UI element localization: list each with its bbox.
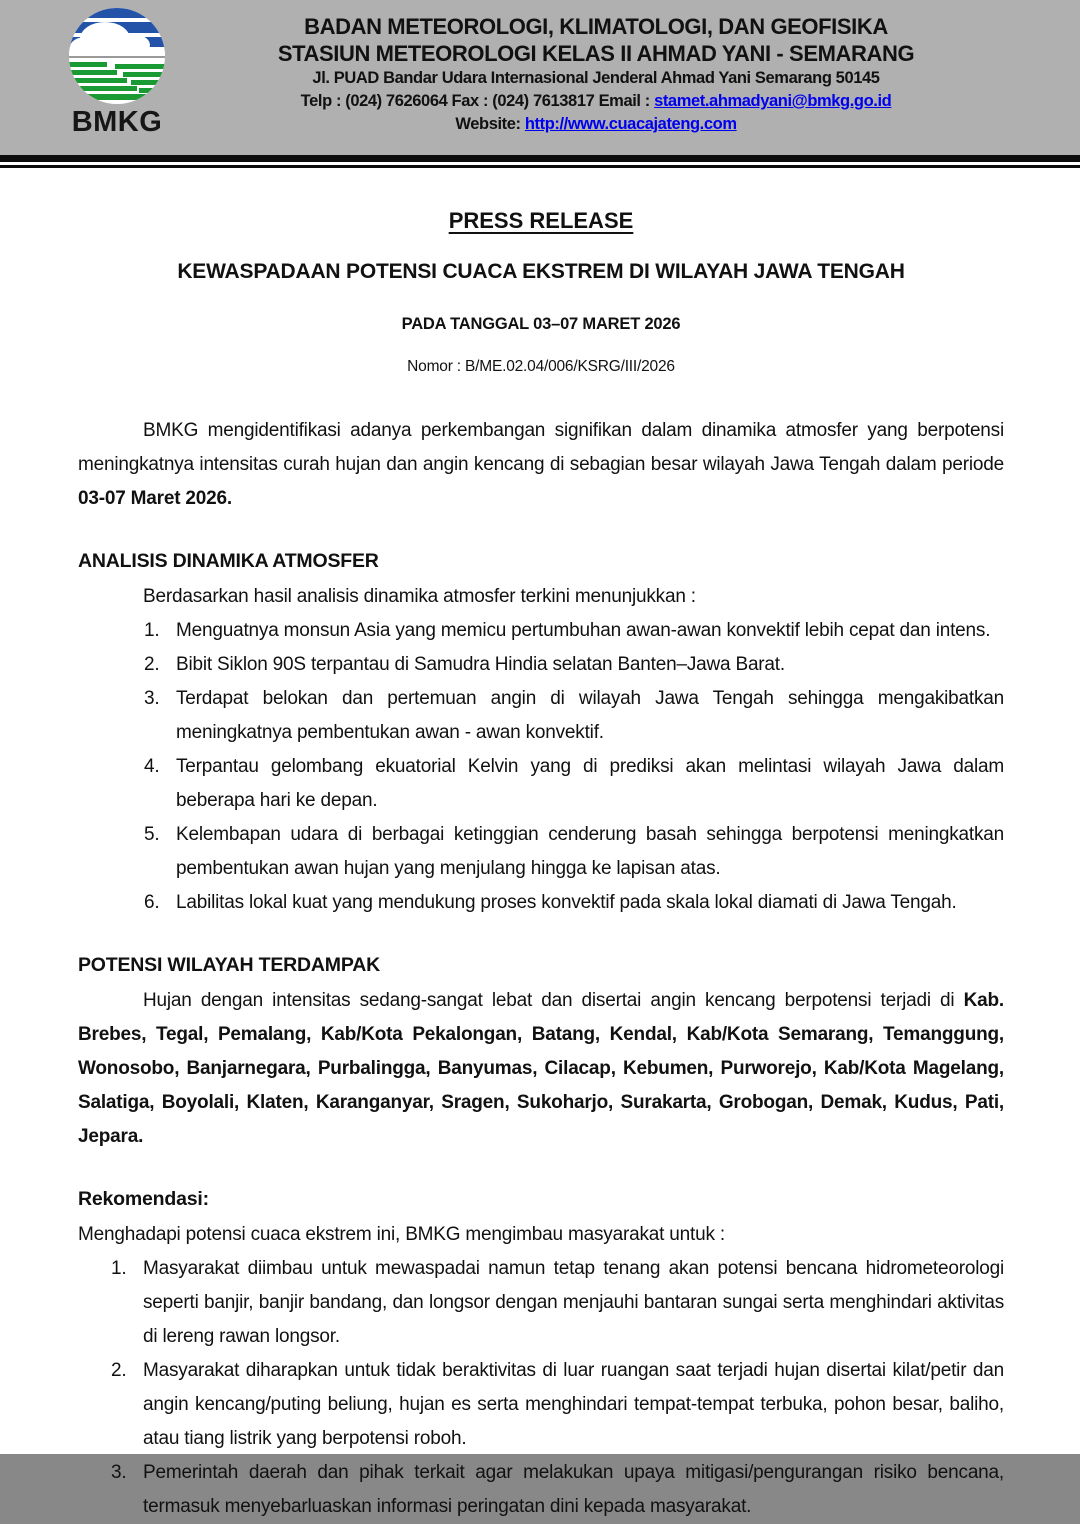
analisis-lead: Berdasarkan hasil analisis dinamika atmosfer terkini menunjukkan : <box>143 586 696 607</box>
rekomendasi-lead: Menghadapi potensi cuaca ekstrem ini, BMKG mengimbau masyarakat untuk : <box>78 1224 725 1245</box>
section-heading-potensi: POTENSI WILAYAH TERDAMPAK <box>78 954 380 976</box>
telp-fax-email-label: Telp : (024) 7626064 Fax : (024) 7613817 Email : <box>300 92 650 110</box>
bmkg-logo <box>52 4 182 137</box>
impact-regions-bold: Kab. Brebes, Tegal, Pemalang, Kab/Kota Pekalongan, Batang, Kendal, Kab/Kota Semarang, Temanggung, Wonosobo, Banjarnegara, Purbalingga, Banyumas, Cilacap, Kebumen, Purworejo, Kab/Kota Magelang, Salatiga, Boyolali, Klaten, Karanganyar, Sragen, Sukoharjo, Surakarta, Grobogan, Demak, Kudus, Pati, Jepara. <box>78 990 1004 1147</box>
list-item-number: 3. <box>144 688 160 709</box>
section-potensi <box>78 948 1004 1154</box>
list-item-text: Bibit Siklon 90S terpantau di Samudra Hindia selatan Banten–Jawa Barat. <box>176 654 785 675</box>
list-item <box>144 614 1004 648</box>
letterhead <box>0 0 1080 155</box>
website-label: Website: <box>455 115 521 133</box>
list-item-text: Terpantau gelombang ekuatorial Kelvin yang di prediksi akan melintasi wilayah Jawa dalam beberapa hari ke depan. <box>176 756 1004 811</box>
list-item-number: 5. <box>144 824 160 845</box>
website-line <box>182 113 1010 136</box>
list-item <box>144 648 1004 682</box>
impact-lead-text: Hujan dengan intensitas sedang-sangat lebat dan disertai angin kencang berpotensi terjadi di <box>143 990 955 1011</box>
recommendation-list <box>111 1252 1004 1524</box>
list-item-text: Terdapat belokan dan pertemuan angin di wilayah Jawa Tengah sehingga mengakibatkan meningkatnya pembentukan awan - awan konvektif. <box>176 688 1004 743</box>
list-item <box>111 1354 1004 1456</box>
section-heading-analisis: ANALISIS DINAMIKA ATMOSFER <box>78 550 379 572</box>
list-item-number: 1. <box>144 620 160 641</box>
document-body <box>0 168 1080 1524</box>
list-item-text: Labilitas lokal kuat yang mendukung proses konvektif pada skala lokal diamati di Jawa Tengah. <box>176 892 957 913</box>
org-name: BADAN METEOROLOGI, KLIMATOLOGI, DAN GEOFISIKA <box>304 14 888 39</box>
list-item <box>144 818 1004 886</box>
list-item-text: Masyarakat diharapkan untuk tidak beraktivitas di luar ruangan saat terjadi hujan disertai kilat/petir dan angin kencang/puting beliung, hujan es serta menghindari tempat-tempat terbuka, pohon besar, baliho, atau tiang listrik yang berpotensi roboh. <box>143 1360 1004 1449</box>
date-line: PADA TANGGAL 03–07 MARET 2026 <box>401 315 681 333</box>
email-link[interactable]: stamet.ahmadyani@bmkg.go.id <box>654 92 892 110</box>
list-item-number: 1. <box>111 1258 127 1279</box>
document-title: KEWASPADAAN POTENSI CUACA EKSTREM DI WILAYAH JAWA TENGAH <box>177 260 905 283</box>
list-item <box>144 750 1004 818</box>
bmkg-logo-label: BMKG <box>71 106 163 138</box>
intro-text: BMKG mengidentifikasi adanya perkembangan signifikan dalam dinamika atmosfer yang berpotensi meningkatnya intensitas curah hujan dan angin kencang di sebagian besar wilayah Jawa Tengah dalam periode <box>78 420 1004 475</box>
analysis-list <box>144 614 1004 920</box>
letterhead-rule-thick <box>0 155 1080 162</box>
list-item-text: Pemerintah daerah dan pihak terkait agar melakukan upaya mitigasi/pengurangan risiko bencana, termasuk menyebarluaskan informasi peringatan dini kepada masyarakat. <box>143 1462 1004 1517</box>
impact-paragraph <box>78 984 1004 1154</box>
list-item-text: Kelembapan udara di berbagai ketinggian cenderung basah sehingga berpotensi meningkatkan pembentukan awan hujan yang menjulang hingga ke lapisan atas. <box>176 824 1004 879</box>
bmkg-logo-icon <box>67 6 167 106</box>
list-item-number: 3. <box>111 1462 127 1483</box>
section-analisis <box>78 544 1004 920</box>
list-item-number: 2. <box>144 654 160 675</box>
intro-period-bold: 03-07 Maret 2026. <box>78 488 232 509</box>
list-item <box>111 1252 1004 1354</box>
list-item <box>144 682 1004 750</box>
document-number: Nomor : B/ME.02.04/006/KSRG/III/2026 <box>407 358 675 375</box>
section-rekomendasi <box>78 1182 1004 1524</box>
contact-line <box>182 90 1010 113</box>
list-item <box>111 1456 1004 1524</box>
section-heading-rekomendasi: Rekomendasi: <box>78 1188 209 1210</box>
list-item <box>144 886 1004 920</box>
letterhead-text <box>182 4 1010 136</box>
list-item-number: 2. <box>111 1360 127 1381</box>
list-item-number: 4. <box>144 756 160 777</box>
intro-paragraph <box>78 414 1004 516</box>
station-name: STASIUN METEOROLOGI KELAS II AHMAD YANI - SEMARANG <box>277 41 915 66</box>
address-line: Jl. PUAD Bandar Udara Internasional Jenderal Ahmad Yani Semarang 50145 <box>312 69 880 87</box>
list-item-text: Menguatnya monsun Asia yang memicu pertumbuhan awan-awan konvektif lebih cepat dan intens. <box>176 620 991 641</box>
list-item-number: 6. <box>144 892 160 913</box>
press-release-heading: PRESS RELEASE <box>448 208 634 233</box>
website-link[interactable]: http://www.cuacajateng.com <box>524 115 737 133</box>
list-item-text: Masyarakat diimbau untuk mewaspadai namun tetap tenang akan potensi bencana hidrometeorologi seperti banjir, banjir bandang, dan longsor dengan menjauhi bantaran sungai serta menghindari aktivitas di lereng rawan longsor. <box>143 1258 1004 1347</box>
